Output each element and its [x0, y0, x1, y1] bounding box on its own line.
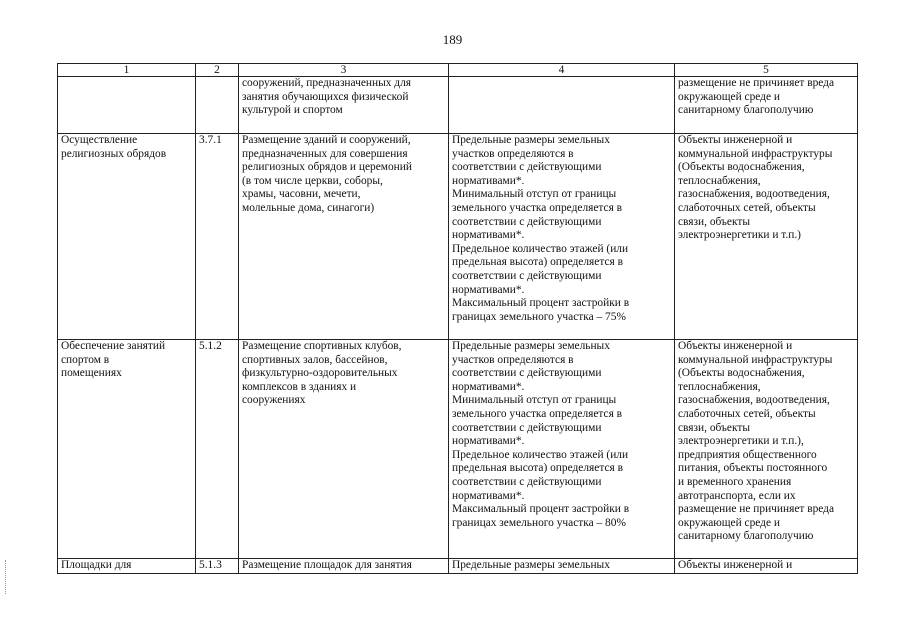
- cell-use-type: [58, 134, 196, 340]
- cell-code: [196, 77, 239, 134]
- cell-auxiliary-uses: [675, 134, 858, 340]
- cell-parameters: [449, 559, 675, 574]
- cell-auxiliary-uses: [675, 340, 858, 559]
- header-row: [58, 64, 858, 77]
- cell-text: Размещение площадок для занятия: [242, 559, 412, 571]
- page-number: 189: [442, 32, 463, 47]
- cell-parameters: [449, 340, 675, 559]
- scan-artifact: [5, 560, 7, 594]
- cell-auxiliary-uses: [675, 77, 858, 134]
- cell-auxiliary-uses: [675, 559, 858, 574]
- cell-description: [239, 77, 449, 134]
- table-row-continued: [58, 77, 858, 134]
- column-header-3: 3: [239, 64, 449, 77]
- cell-code: [196, 134, 239, 340]
- cell-text: размещение не причиняет вреда окружающей среде и санитарному благополучию: [678, 77, 835, 117]
- cell-description: [239, 134, 449, 340]
- cell-parameters: [449, 134, 675, 340]
- column-header-4: 4: [449, 64, 675, 77]
- cell-use-type: [58, 77, 196, 134]
- table-header: [58, 64, 858, 77]
- cell-text: 3.7.1: [199, 134, 222, 146]
- cell-text: Предельные размеры земельных участков определяются в соответствии с действующими нормативами*. Минимальный отступ от границы земельного участка определяется в соответствии с действующими нормативами*. Предельное количество этажей (или предельная высота) определяется в соответствии с действующими нормативами*. Максимальный процент застройки в границах земельного участка – 80%: [452, 340, 630, 529]
- cell-text: Предельные размеры земельных участков определяются в соответствии с действующими нормативами*. Минимальный отступ от границы земельного участка определяется в соответствии с действующими нормативами*. Предельное количество этажей (или предельная высота) определяется в соответствии с действующими нормативами*. Максимальный процент застройки в границах земельного участка – 75%: [452, 134, 630, 323]
- cell-text: Предельные размеры земельных: [452, 559, 610, 571]
- cell-parameters: [449, 77, 675, 134]
- table-row-indoor-sports: [58, 340, 858, 559]
- column-header-1: 1: [58, 64, 196, 77]
- cell-text: сооружений, предназначенных для занятия обучающихся физической культурой и спортом: [242, 77, 412, 117]
- table-body: [58, 77, 858, 574]
- cell-use-type: [58, 340, 196, 559]
- cell-text: Площадки для: [61, 559, 132, 571]
- cell-text: 5.1.2: [199, 340, 222, 352]
- cell-text: Обеспечение занятий спортом в помещениях: [61, 340, 166, 380]
- cell-text: Объекты инженерной и: [678, 559, 793, 571]
- cell-text: Объекты инженерной и коммунальной инфраструктуры (Объекты водоснабжения, теплоснабжения, газоснабжения, водоотведения, слаботочных сетей, объекты связи, объекты электроэнергетики и т.п.): [678, 134, 833, 242]
- cell-text: 5.1.3: [199, 559, 222, 571]
- cell-use-type: [58, 559, 196, 574]
- cell-text: Осуществление религиозных обрядов: [61, 134, 167, 160]
- cell-code: [196, 340, 239, 559]
- table-row-sports-grounds: [58, 559, 858, 574]
- table-row-religious-rites: [58, 134, 858, 340]
- column-header-5: 5: [675, 64, 858, 77]
- column-header-2: 2: [196, 64, 239, 77]
- cell-description: [239, 340, 449, 559]
- cell-text: Размещение зданий и сооружений, предназначенных для совершения религиозных обрядов и церемоний (в том числе церкви, соборы, храмы, часовни, мечети, молельные дома, синагоги): [242, 134, 412, 214]
- land-use-regulations-table: [57, 63, 858, 574]
- cell-text: Размещение спортивных клубов, спортивных залов, бассейнов, физкультурно-оздоровительных комплексов в зданиях и сооружениях: [242, 340, 402, 407]
- cell-code: [196, 559, 239, 574]
- cell-description: [239, 559, 449, 574]
- cell-text: Объекты инженерной и коммунальной инфраструктуры (Объекты водоснабжения, теплоснабжения, газоснабжения, водоотведения, слаботочных сетей, объекты связи, объекты электроэнергетики и т.п.), предприятия общественного питания, объекты постоянного и временного хранения автотранспорта, если их размещение не причиняет вреда окружающей среде и санитарному благополучию: [678, 340, 835, 543]
